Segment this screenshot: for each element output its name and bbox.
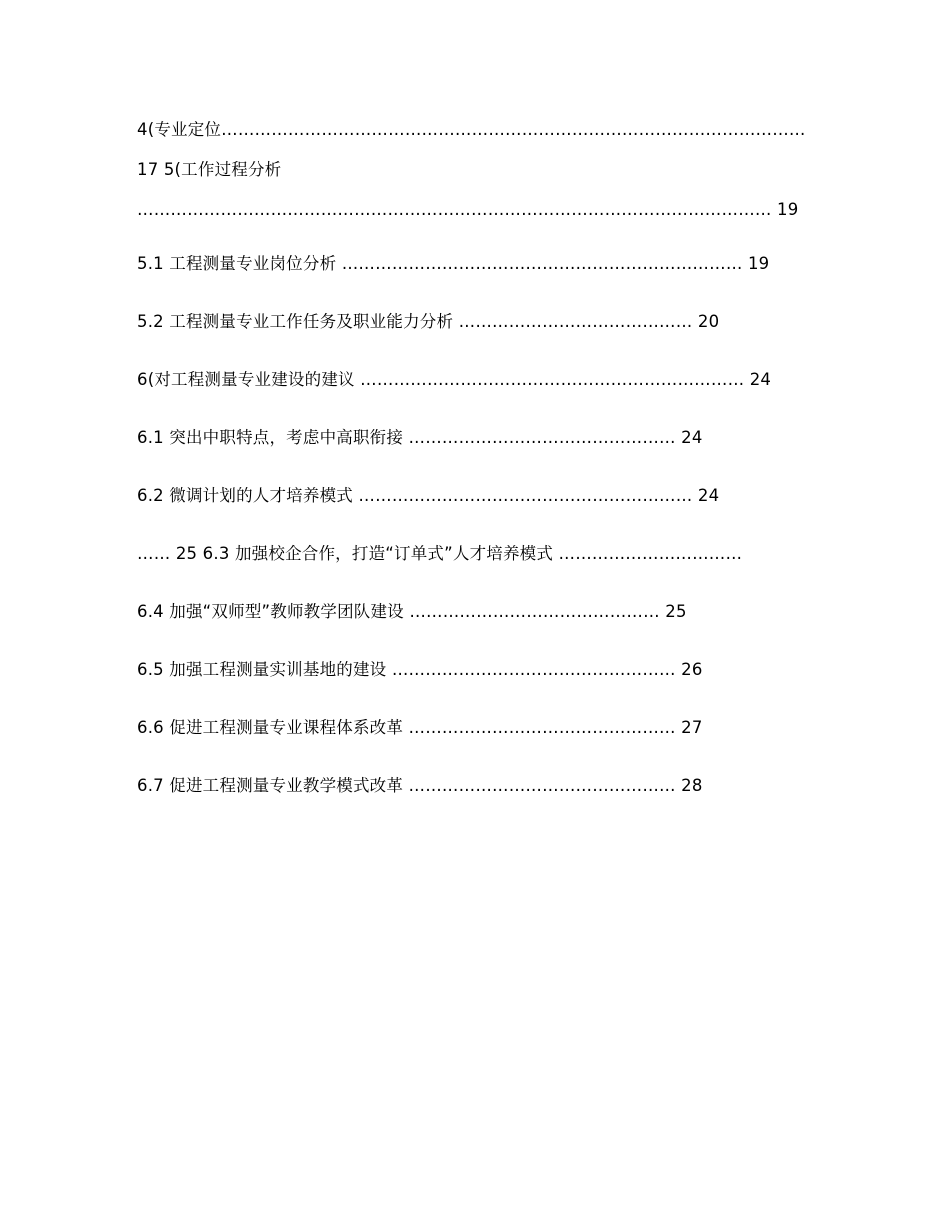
- toc-entry: 6(对工程测量专业建设的建议 …………………………………………………………… 24: [137, 370, 772, 389]
- toc-entry: 6.6 促进工程测量专业课程体系改革 ………………………………………… 27: [137, 718, 703, 737]
- toc-entry: 5.2 工程测量专业工作任务及职业能力分析 …………………………………… 20: [137, 312, 720, 331]
- toc-entry: …… 25 6.3 加强校企合作，打造“订单式”人才培养模式 ……………………………: [137, 544, 743, 563]
- toc-entry: 5.1 工程测量专业岗位分析 ……………………………………………………………… 19: [137, 254, 770, 273]
- toc-entry: 6.5 加强工程测量实训基地的建设 …………………………………………… 26: [137, 660, 703, 679]
- table-of-contents: [137, 110, 810, 806]
- toc-entry: 6.7 促进工程测量专业教学模式改革 ………………………………………… 28: [137, 776, 703, 795]
- toc-entry: 4(专业定位…………………………………………………………………………………………… 17 5(工作过程分析 …………………………………………………………………………………………………… 19: [137, 120, 806, 219]
- toc-entry: 6.2 微调计划的人才培养模式 …………………………………………………… 24: [137, 486, 720, 505]
- toc-entry: 6.4 加强“双师型”教师教学团队建设 ……………………………………… 25: [137, 602, 687, 621]
- toc-entry: 6.1 突出中职特点，考虑中高职衔接 ………………………………………… 24: [137, 428, 703, 447]
